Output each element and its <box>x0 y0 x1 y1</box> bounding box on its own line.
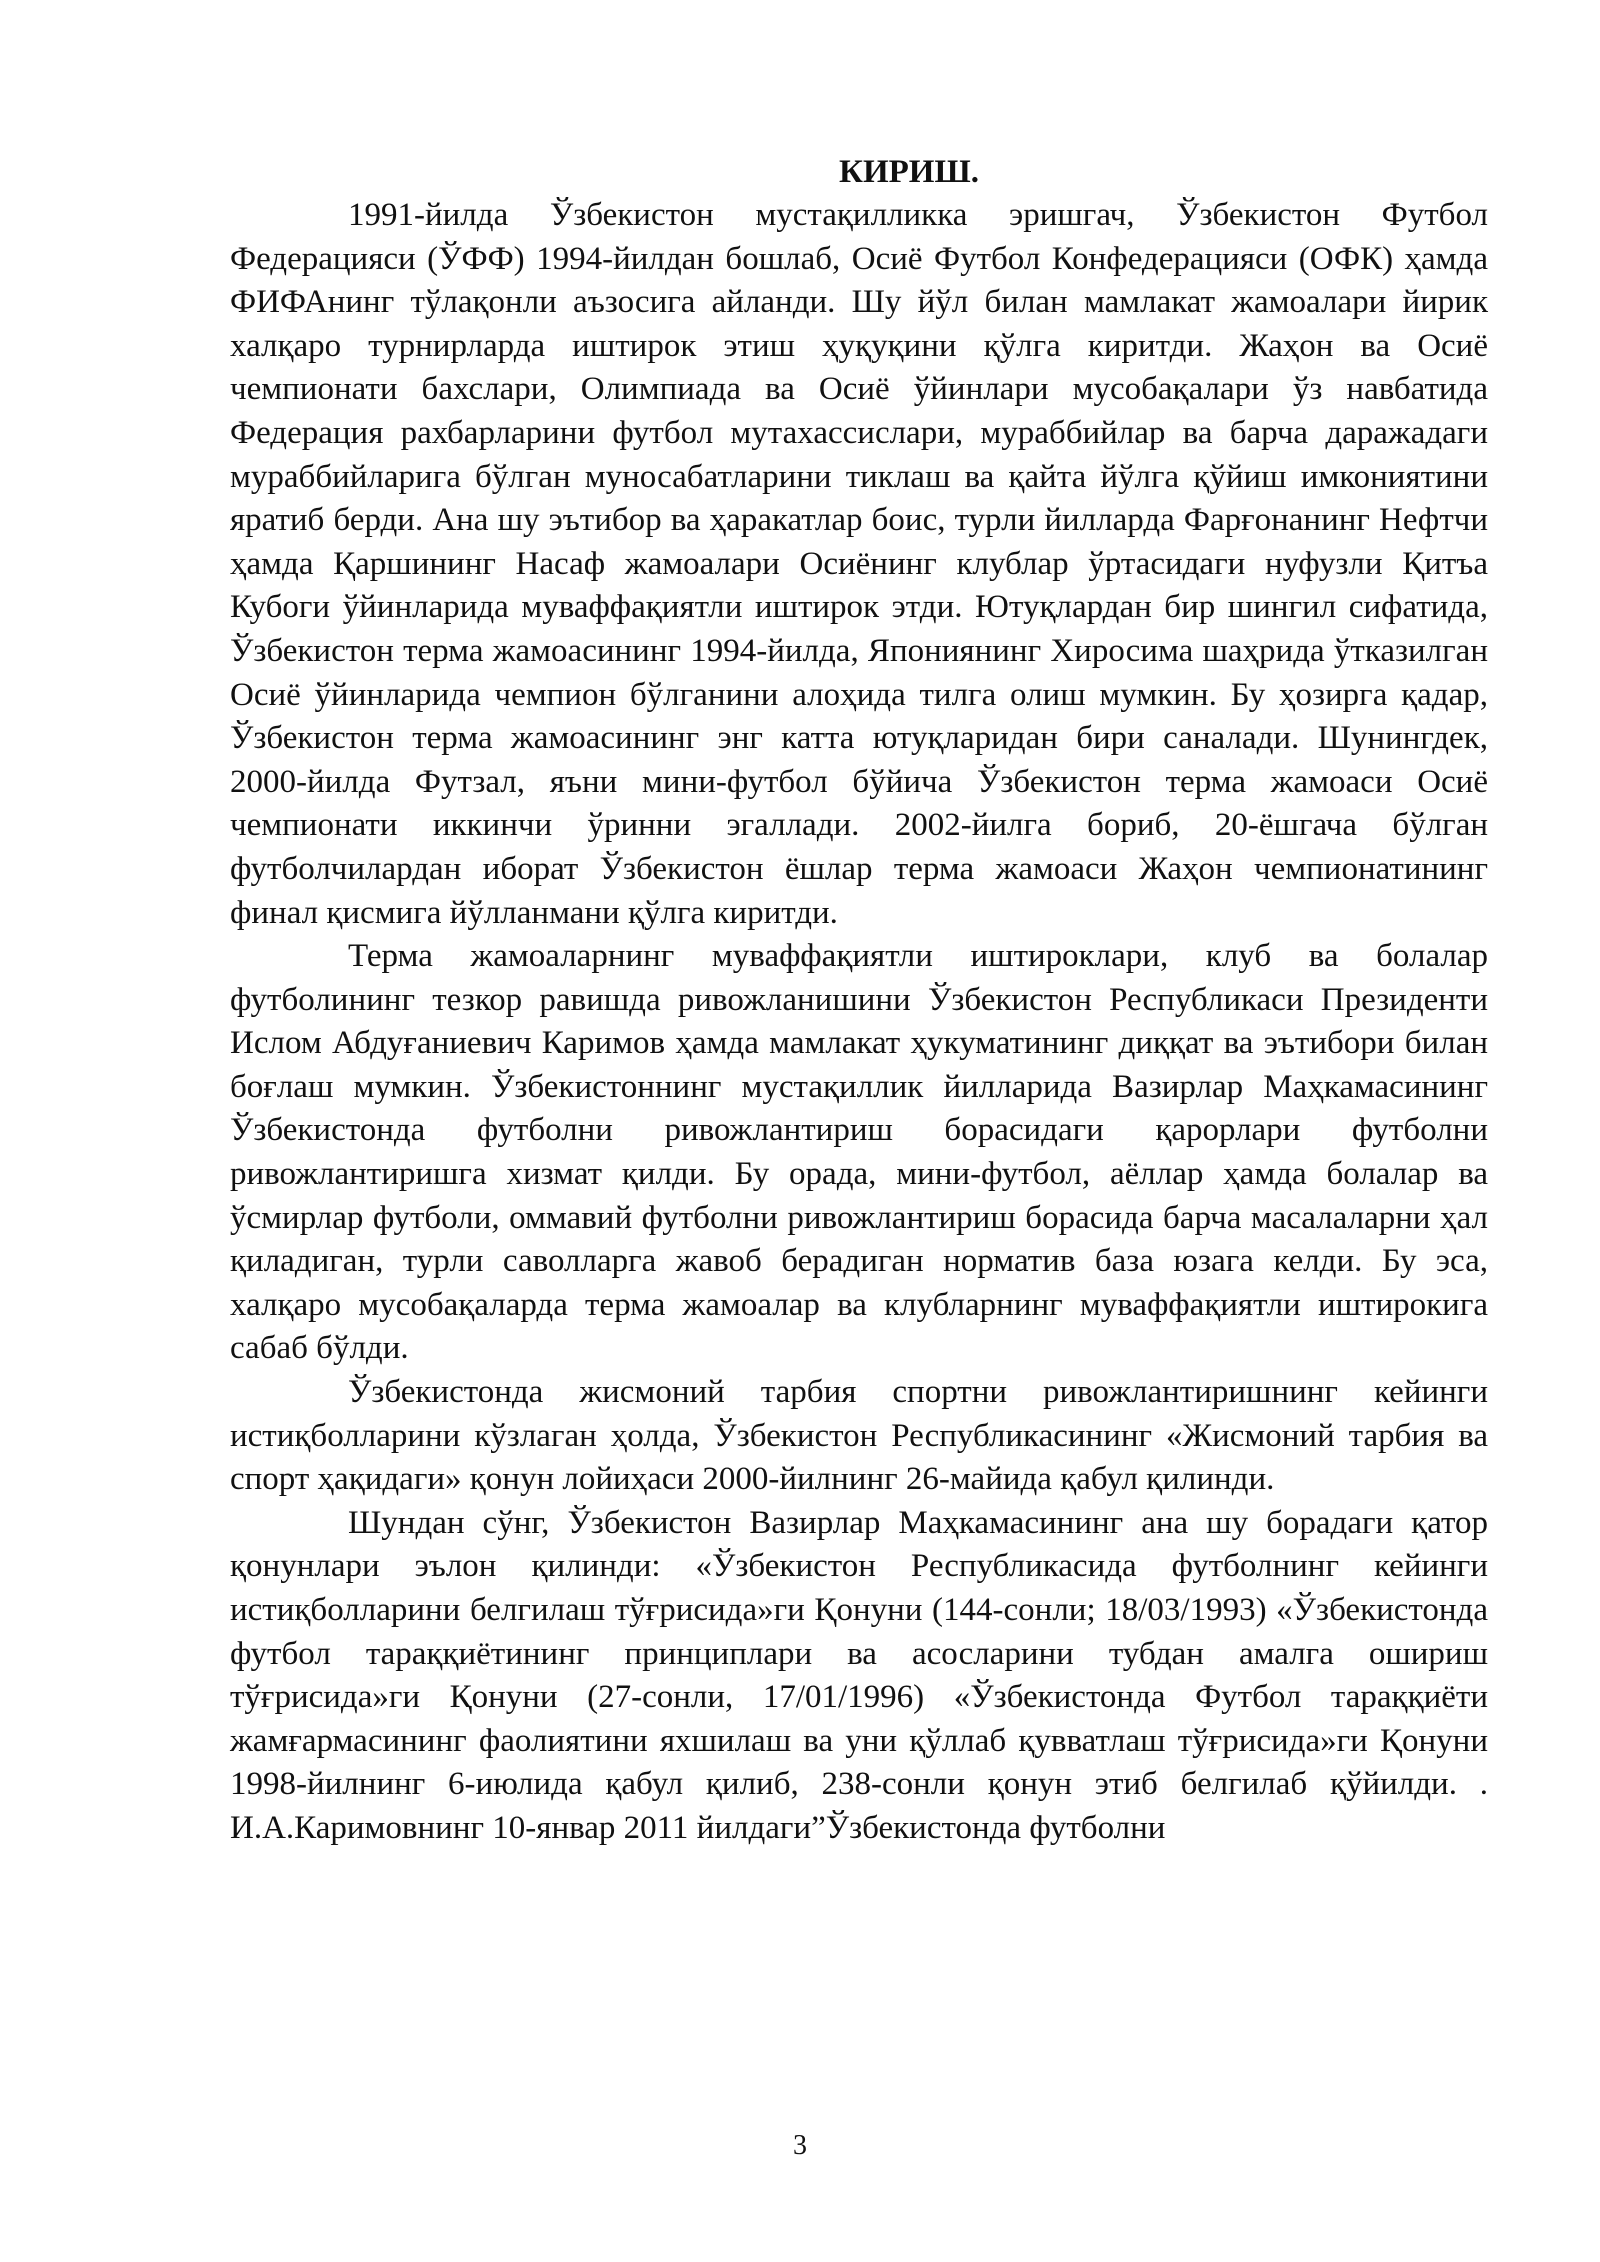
section-title: КИРИШ. <box>839 154 979 190</box>
paragraph-3: Ўзбекистонда жисмоний тарбия спортни ривожлантиришнинг кейинги истиқболларини кўзлаган ҳолда, Ўзбекистон Республикасининг «Жисмоний тарбия ва спорт ҳақидаги» қонун лойиҳаси 2000-йилнинг 26-майида қабул қилинди. <box>230 1374 1488 1498</box>
document-page <box>230 150 1488 1851</box>
paragraph-2: Терма жамоаларнинг муваффақиятли иштироклари, клуб ва болалар футболининг тезкор равишда ривожланишини Ўзбекистон Республикаси Президенти Ислом Абдуғаниевич Каримов ҳамда мамлакат ҳукуматининг диққат ва эътибори билан боғлаш мумкин. Ўзбекистоннинг мустақиллик йилларида Вазирлар Маҳкамасининг Ўзбекистонда футболни ривожлантириш борасидаги қарорлари футболни ривожлантиришга хизмат қилди. Бу орада, мини-футбол, аёллар ҳамда болалар ва ўсмирлар футболи, оммавий футболни ривожлантириш борасида барча масалаларни ҳал қиладиган, турли саволларга жавоб берадиган норматив база юзага келди. Бу эса, халқаро мусобақаларда терма жамоалар ва клубларнинг муваффақиятли иштирокига сабаб бўлди. <box>230 938 1488 1367</box>
page-number: 3 <box>793 2130 807 2161</box>
paragraph-4: Шундан сўнг, Ўзбекистон Вазирлар Маҳкамасининг ана шу борадаги қатор қонунлари эълон қилинди: «Ўзбекистон Республикасида футболнинг кейинги истиқболларини белгилаш тўғрисида»ги Қонуни (144-сонли; 18/03/1993) «Ўзбекистонда футбол тараққиётининг принциплари ва асосларини тубдан амалга ошириш тўғрисида»ги Қонуни (27-сонли, 17/01/1996) «Ўзбекистонда Футбол тараққиёти жамғармасининг фаолиятини яхшилаш ва уни қўллаб қувватлаш тўғрисида»ги Қонуни 1998-йилнинг 6-июлида қабул қилиб, 238-сонли қонун этиб белгилаб қўйилди. . И.А.Каримовнинг 10-январ 2011 йилдаги”Ўзбекистонда футболни <box>230 1504 1488 1846</box>
paragraph-1: 1991-йилда Ўзбекистон мустақилликка эришгач, Ўзбекистон Футбол Федерацияси (ЎФФ) 1994-йилдан бошлаб, Осиё Футбол Конфедерацияси (ОФК) ҳамда ФИФАнинг тўлақонли аъзосига айланди. Шу йўл билан мамлакат жамоалари йирик халқаро турнирларда иштирок этиш ҳуқуқини қўлга киритди. Жаҳон ва Осиё чемпионати бахслари, Олимпиада ва Осиё ўйинлари мусобақалари ўз навбатида Федерация рахбарларини футбол мутахассислари, мураббийлар ва барча даражадаги мураббийларига бўлган муносабатларини тиклаш ва қайта йўлга қўйиш имкониятини яратиб берди. Ана шу эътибор ва ҳаракатлар боис, турли йилларда Фарғонанинг Нефтчи ҳамда Қаршининг Насаф жамоалари Осиёнинг клублар ўртасидаги нуфузли Қитъа Кубоги ўйинларида муваффақиятли иштирок этди. Ютуқлардан бир шингил сифатида, Ўзбекистон терма жамоасининг 1994-йилда, Япониянинг Хиросима шаҳрида ўтказилган Осиё ўйинларида чемпион бўлганини алоҳида тилга олиш мумкин. Бу ҳозирга қадар, Ўзбекистон терма жамоасининг энг катта ютуқларидан бири саналади. Шунингдек, 2000-йилда Футзал, яъни мини-футбол бўйича Ўзбекистон терма жамоаси Осиё чемпионати иккинчи ўринни эгаллади. 2002-йилга бориб, 20-ёшгача бўлган футболчилардан иборат Ўзбекистон ёшлар терма жамоаси Жаҳон чемпионатининг финал қисмига йўлланмани қўлга киритди. <box>230 197 1488 931</box>
